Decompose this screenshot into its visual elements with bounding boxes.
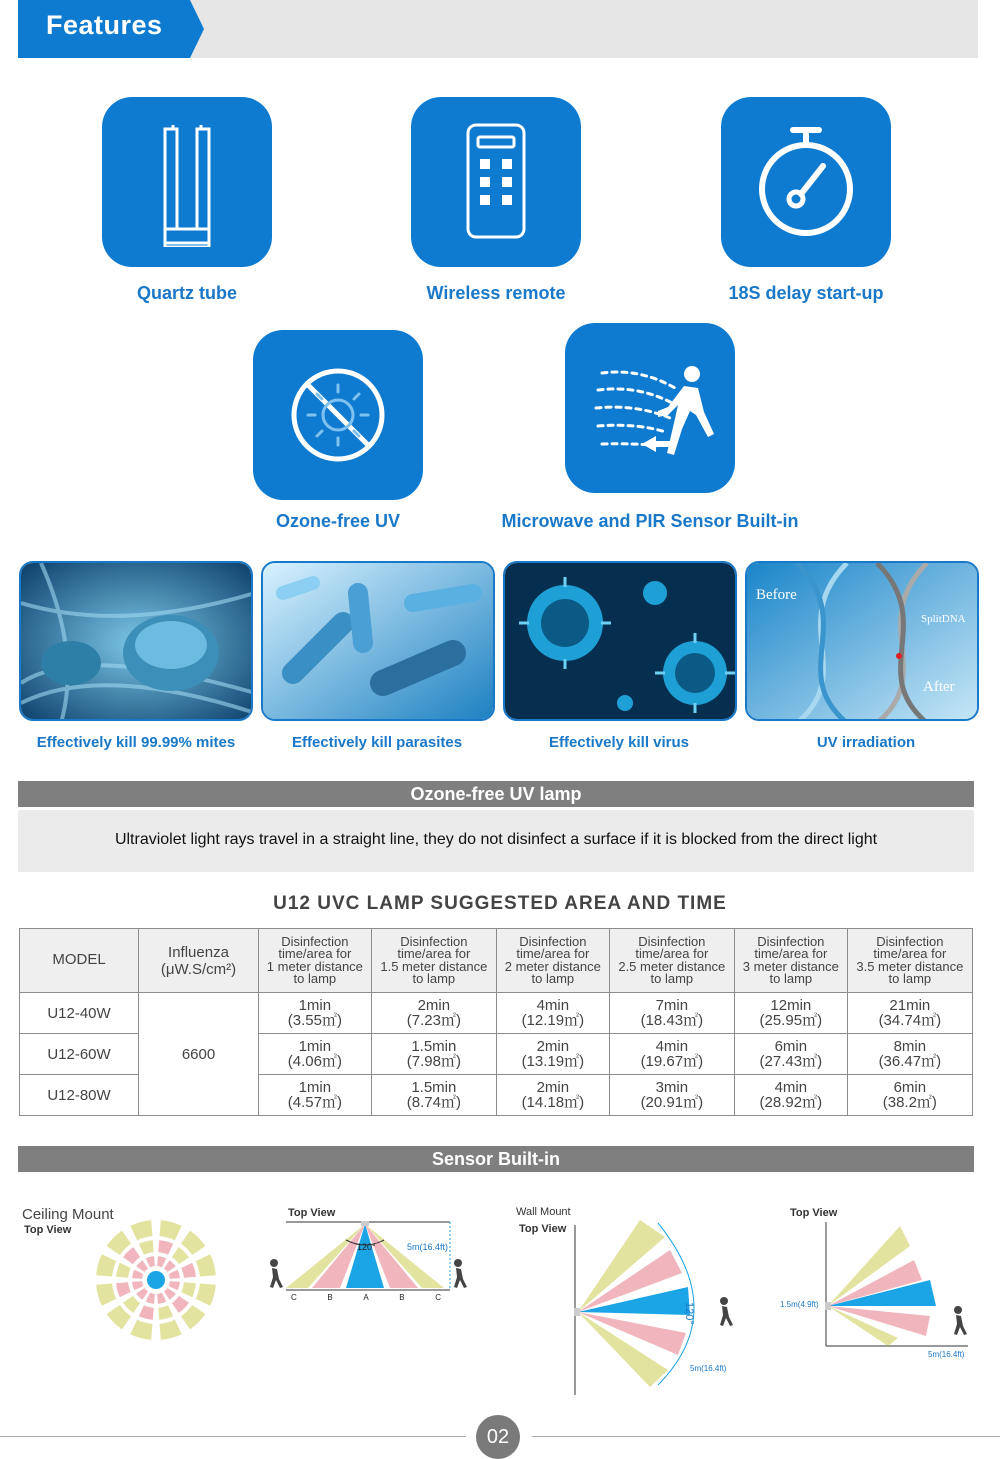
ceiling-inner-segment bbox=[169, 1270, 180, 1279]
model-cell: U12-40W bbox=[20, 993, 139, 1034]
hdr-line: time/area for bbox=[397, 946, 471, 961]
hdr-line: time/area for bbox=[754, 946, 828, 961]
cell-area: (3.55㎡) bbox=[287, 1012, 342, 1029]
cell-time: 7min bbox=[655, 997, 689, 1014]
wall-mount-label: Wall Mount bbox=[516, 1206, 571, 1218]
card-label-mites: Effectively kill 99.99% mites bbox=[36, 734, 236, 751]
footer-rule-left bbox=[0, 1436, 466, 1437]
ceiling-middle-segment bbox=[158, 1305, 173, 1320]
hdr-line: time/area for bbox=[873, 946, 947, 961]
ceiling-outer-segment bbox=[107, 1305, 131, 1329]
feature-label-remote: Wireless remote bbox=[426, 283, 566, 303]
hdr-line: to lamp bbox=[888, 971, 932, 986]
ceiling-top-view-label: Top View bbox=[24, 1224, 72, 1236]
table-header-row bbox=[20, 929, 973, 993]
cell-time: 6min bbox=[893, 1079, 927, 1096]
hdr-line: to lamp bbox=[412, 971, 456, 986]
cell-time: 1min bbox=[298, 1079, 332, 1096]
model-header: MODEL bbox=[20, 929, 139, 993]
table-title: U12 UVC LAMP SUGGESTED AREA AND TIME bbox=[273, 893, 727, 914]
ceiling-middle-segment bbox=[139, 1240, 154, 1255]
ceiling-pattern-diagram bbox=[94, 1218, 218, 1342]
cell-time: 1min bbox=[298, 997, 332, 1014]
hdr-line: Disinfection bbox=[876, 933, 944, 949]
ceiling-inner-segment bbox=[157, 1293, 166, 1304]
cell-area: (18.43㎡) bbox=[640, 1012, 704, 1029]
mites-image bbox=[19, 561, 253, 721]
feature-label-delay: 18S delay start-up bbox=[728, 283, 884, 303]
cell-time: 2min bbox=[417, 997, 451, 1014]
distance-header-1m bbox=[259, 929, 372, 993]
table-row bbox=[20, 993, 973, 1034]
ozone-note: Ultraviolet light rays travel in a straight line, they do not disinfect a surface if it is blocked from the direct light bbox=[18, 810, 974, 872]
table-cell bbox=[734, 993, 847, 1034]
hdr-line: time/area for bbox=[516, 946, 590, 961]
distance-header-3m bbox=[734, 929, 847, 993]
top-view-label-2: Top View bbox=[790, 1207, 838, 1219]
virus-image bbox=[503, 561, 737, 721]
dna-image bbox=[745, 561, 979, 721]
ceiling-outer-segment bbox=[196, 1254, 216, 1276]
hdr-line: 2.5 meter distance bbox=[618, 958, 726, 974]
footer-rule-right bbox=[532, 1436, 1000, 1437]
hdr-line: time/area for bbox=[635, 946, 709, 961]
stopwatch-icon bbox=[721, 97, 891, 267]
hdr-line: 2 meter distance bbox=[504, 958, 601, 974]
table-cell bbox=[734, 1075, 847, 1116]
cell-time: 4min bbox=[655, 1038, 689, 1055]
hdr-line: 1 meter distance bbox=[266, 958, 363, 974]
feature-label-quartz: Quartz tube bbox=[136, 283, 237, 303]
ceiling-middle-segment bbox=[123, 1296, 140, 1313]
ceiling-outer-segment bbox=[181, 1305, 205, 1329]
ceiling-inner-segment bbox=[169, 1281, 180, 1290]
cell-area: (7.98㎡) bbox=[406, 1053, 461, 1070]
cell-area: (38.2㎡) bbox=[882, 1094, 937, 1111]
zone-labels bbox=[291, 1293, 441, 1302]
table-cell bbox=[609, 993, 734, 1034]
zone-a: A bbox=[363, 1293, 369, 1302]
table-cell bbox=[371, 1075, 496, 1116]
table-cell bbox=[371, 993, 496, 1034]
cell-area: (12.19㎡) bbox=[521, 1012, 585, 1029]
remote-control-icon bbox=[411, 97, 581, 267]
ceiling-inner-segment bbox=[146, 1293, 155, 1304]
hdr-line: Disinfection bbox=[281, 933, 349, 949]
feature-label-ozone: Ozone-free UV bbox=[275, 511, 401, 531]
cell-area: (4.57㎡) bbox=[287, 1094, 342, 1111]
table-cell bbox=[496, 993, 609, 1034]
ceiling-inner-segment bbox=[136, 1260, 148, 1272]
parasites-image bbox=[261, 561, 495, 721]
ceiling-outer-segment bbox=[196, 1284, 216, 1306]
card-label-virus: Effectively kill virus bbox=[548, 734, 690, 751]
hdr-line: to lamp bbox=[650, 971, 694, 986]
model-cell: U12-80W bbox=[20, 1075, 139, 1116]
ceiling-outer-segment bbox=[160, 1320, 182, 1340]
cell-time: 1.5min bbox=[411, 1038, 457, 1055]
table-cell bbox=[847, 1034, 972, 1075]
table-cell bbox=[259, 1034, 372, 1075]
quartz-tube-icon bbox=[102, 97, 272, 267]
cell-area: (27.43㎡) bbox=[759, 1053, 823, 1070]
ozone-bar: Ozone-free UV lamp bbox=[18, 781, 974, 807]
distance-header-2m bbox=[496, 929, 609, 993]
cell-area: (36.47㎡) bbox=[878, 1053, 942, 1070]
range-label-3: 5m(16.4ft) bbox=[928, 1350, 965, 1359]
sensor-bar: Sensor Built-in bbox=[18, 1146, 974, 1172]
zone-c-right: C bbox=[435, 1293, 441, 1302]
influenza-header-line2: (μW.S/cm²) bbox=[160, 960, 237, 978]
ceiling-middle-segment bbox=[181, 1263, 196, 1278]
angle-label-2: 120° bbox=[683, 1302, 695, 1325]
ceiling-inner-segment bbox=[146, 1256, 155, 1267]
cell-time: 21min bbox=[889, 997, 931, 1014]
influenza-header bbox=[139, 929, 259, 993]
ceiling-middle-segment bbox=[172, 1247, 189, 1264]
distance-header-2-5m bbox=[609, 929, 734, 993]
cell-area: (14.18㎡) bbox=[521, 1094, 585, 1111]
hdr-line: Disinfection bbox=[519, 933, 587, 949]
ceiling-inner-segment bbox=[157, 1256, 166, 1267]
ceiling-middle-segment bbox=[116, 1282, 131, 1297]
wall-top-view-label: Top View bbox=[519, 1223, 567, 1235]
table-cell bbox=[259, 993, 372, 1034]
ceiling-middle-segment bbox=[139, 1305, 154, 1320]
motion-sensor-icon bbox=[565, 323, 735, 493]
hdr-line: Disinfection bbox=[400, 933, 468, 949]
angle-label-1: 120° bbox=[357, 1242, 376, 1252]
cell-time: 1min bbox=[298, 1038, 332, 1055]
ceiling-outer-segment bbox=[130, 1220, 152, 1240]
hdr-line: to lamp bbox=[531, 971, 575, 986]
top-view-label-1: Top View bbox=[288, 1207, 336, 1219]
cell-area: (8.74㎡) bbox=[406, 1094, 461, 1111]
hdr-line: 1.5 meter distance bbox=[380, 958, 488, 974]
hdr-line: Disinfection bbox=[638, 933, 706, 949]
cell-time: 8min bbox=[893, 1038, 927, 1055]
dna-before-label: Before bbox=[756, 587, 797, 603]
cell-time: 2min bbox=[536, 1038, 570, 1055]
influenza-header-line1: Influenza bbox=[168, 943, 229, 961]
ceiling-outer-segment bbox=[160, 1220, 182, 1240]
table-cell bbox=[496, 1075, 609, 1116]
dna-after-label: After bbox=[923, 679, 955, 695]
table-cell bbox=[847, 1075, 972, 1116]
ceiling-outer-segment bbox=[96, 1284, 116, 1306]
disinfection-table bbox=[19, 928, 973, 1116]
hdr-line: time/area for bbox=[278, 946, 352, 961]
zone-c-left: C bbox=[291, 1293, 297, 1302]
feature-label-sensor: Microwave and PIR Sensor Built-in bbox=[501, 511, 799, 531]
cell-area: (7.23㎡) bbox=[406, 1012, 461, 1029]
height-label: 1.5m(4.9ft) bbox=[780, 1300, 819, 1309]
model-cell: U12-60W bbox=[20, 1034, 139, 1075]
cell-time: 4min bbox=[774, 1079, 808, 1096]
ceiling-middle-segment bbox=[116, 1263, 131, 1278]
table-cell bbox=[609, 1034, 734, 1075]
ceiling-middle-segment bbox=[158, 1240, 173, 1255]
cell-area: (13.19㎡) bbox=[521, 1053, 585, 1070]
ceiling-mount-label: Ceiling Mount bbox=[22, 1206, 114, 1223]
cell-time: 2min bbox=[536, 1079, 570, 1096]
cell-area: (4.06㎡) bbox=[287, 1053, 342, 1070]
table-cell bbox=[496, 1034, 609, 1075]
cell-area: (25.95㎡) bbox=[759, 1012, 823, 1029]
cell-time: 4min bbox=[536, 997, 570, 1014]
hdr-line: to lamp bbox=[293, 971, 337, 986]
no-ozone-uv-icon bbox=[253, 330, 423, 500]
ceiling-inner-segment bbox=[132, 1281, 143, 1290]
ceiling-inner-segment bbox=[132, 1270, 143, 1279]
distance-header-1-5m bbox=[371, 929, 496, 993]
zone-b-right: B bbox=[399, 1293, 405, 1302]
cell-time: 3min bbox=[655, 1079, 689, 1096]
card-label-parasites: Effectively kill parasites bbox=[291, 734, 463, 751]
table-cell bbox=[847, 993, 972, 1034]
page-title: Features bbox=[46, 10, 163, 40]
zone-b-left: B bbox=[327, 1293, 333, 1302]
influenza-value: 6600 bbox=[139, 993, 259, 1116]
cell-area: (19.67㎡) bbox=[640, 1053, 704, 1070]
range-label-1: 5m(16.4ft) bbox=[407, 1242, 449, 1252]
hdr-line: 3 meter distance bbox=[742, 958, 839, 974]
cell-area: (28.92㎡) bbox=[759, 1094, 823, 1111]
ceiling-inner-segment bbox=[164, 1260, 176, 1272]
distance-header-3-5m bbox=[847, 929, 972, 993]
hdr-line: 3.5 meter distance bbox=[856, 958, 964, 974]
ceiling-middle-segment bbox=[123, 1247, 140, 1264]
ceiling-outer-segment bbox=[130, 1320, 152, 1340]
cell-time: 6min bbox=[774, 1038, 808, 1055]
cell-area: (20.91㎡) bbox=[640, 1094, 704, 1111]
cell-time: 1.5min bbox=[411, 1079, 457, 1096]
hdr-line: Disinfection bbox=[757, 933, 825, 949]
table-cell bbox=[371, 1034, 496, 1075]
ceiling-middle-segment bbox=[181, 1282, 196, 1297]
table-cell bbox=[609, 1075, 734, 1116]
hdr-line: to lamp bbox=[769, 971, 813, 986]
range-label-2: 5m(16.4ft) bbox=[690, 1364, 727, 1373]
page-number: 02 bbox=[476, 1415, 520, 1459]
ceiling-inner-segment bbox=[136, 1288, 148, 1300]
ceiling-outer-segment bbox=[107, 1231, 131, 1255]
cell-time: 12min bbox=[770, 997, 812, 1014]
card-label-uv: UV irradiation bbox=[816, 734, 916, 751]
table-cell bbox=[259, 1075, 372, 1116]
dna-split-label: SplitDNA bbox=[921, 613, 966, 625]
ceiling-outer-segment bbox=[96, 1254, 116, 1276]
table-cell bbox=[734, 1034, 847, 1075]
ceiling-middle-segment bbox=[172, 1296, 189, 1313]
cell-area: (34.74㎡) bbox=[878, 1012, 942, 1029]
side-view-diagram bbox=[818, 1218, 978, 1348]
ceiling-inner-segment bbox=[164, 1288, 176, 1300]
ceiling-outer-segment bbox=[181, 1231, 205, 1255]
